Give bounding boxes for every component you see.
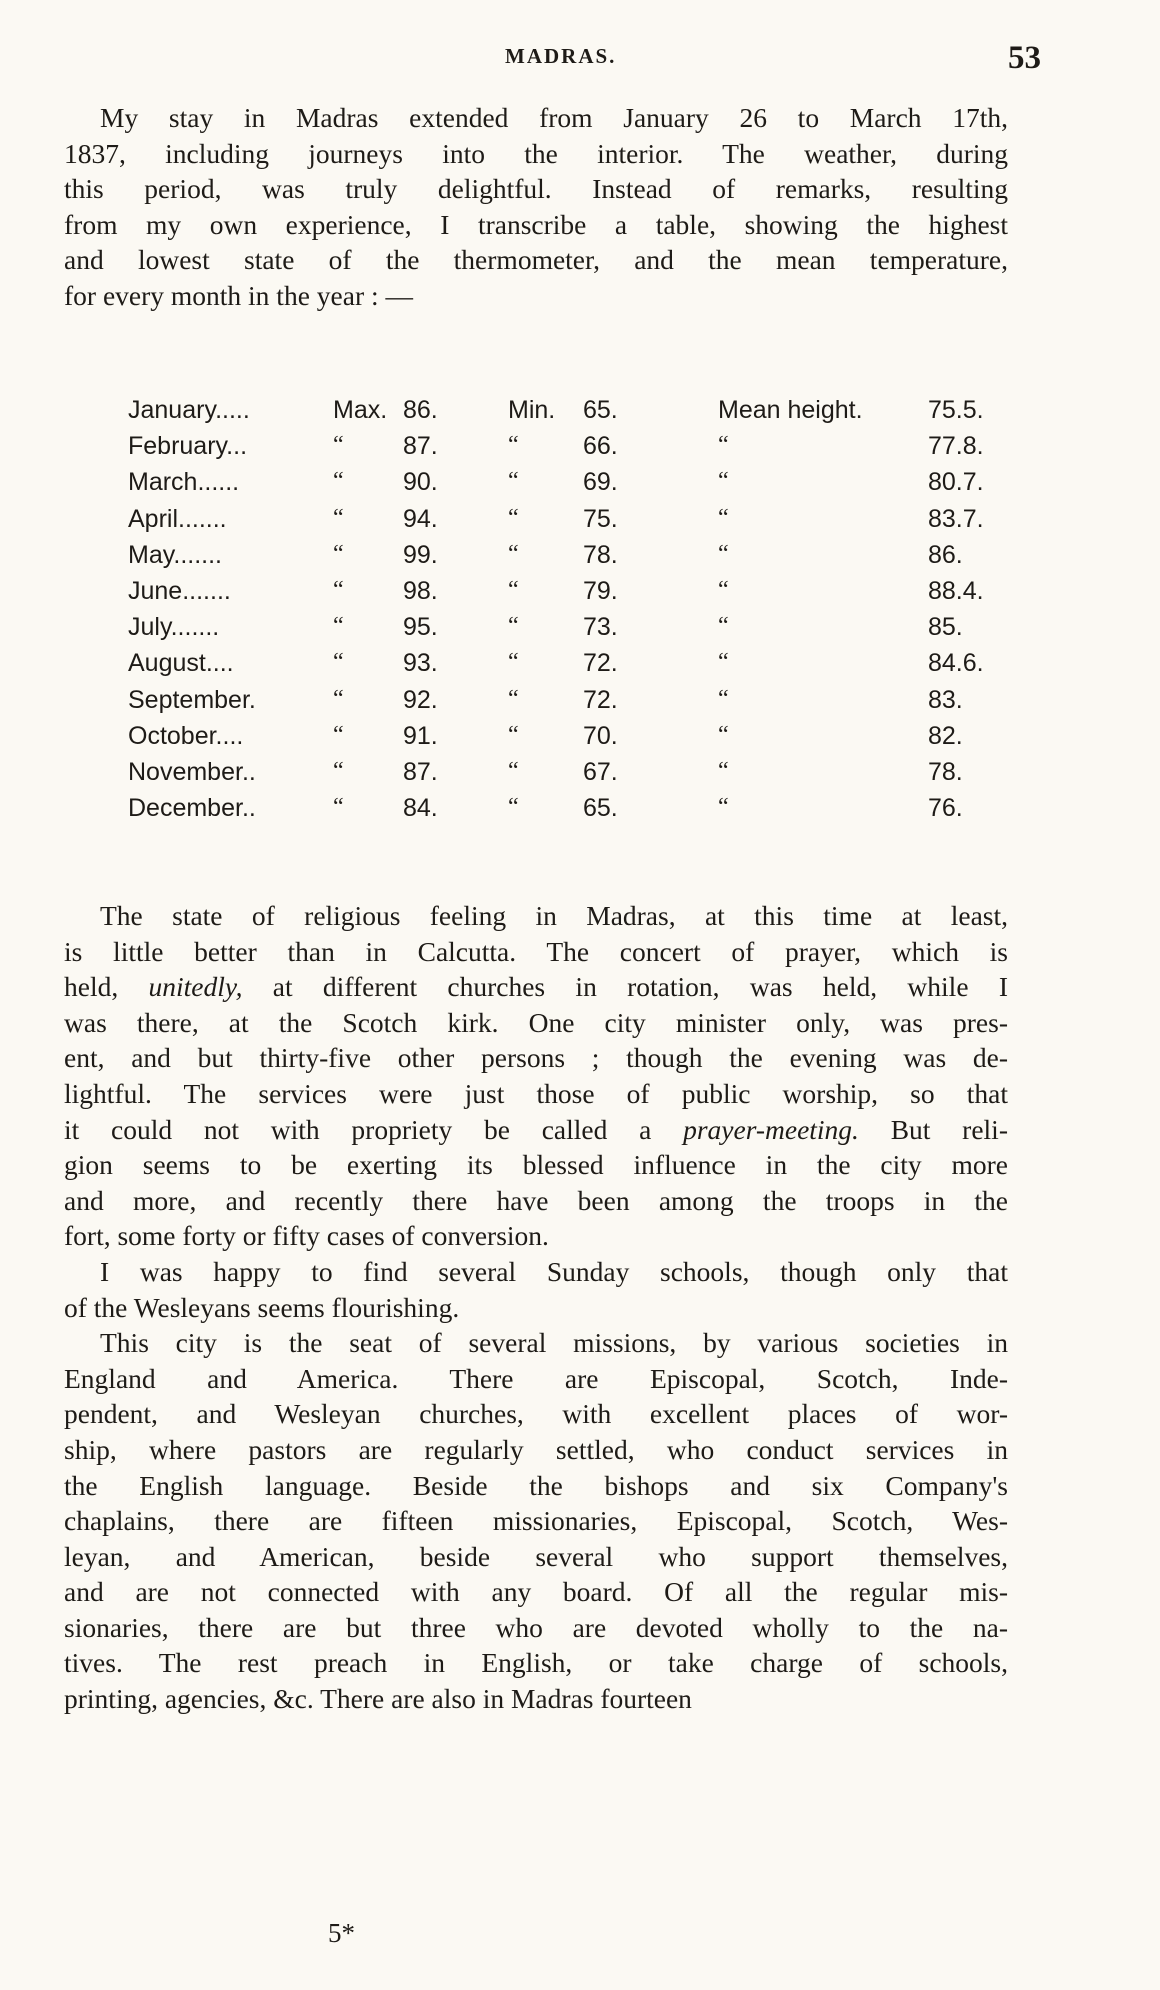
table-cell-max-label: “ [333, 576, 344, 603]
table-cell-max: 84. [403, 794, 438, 823]
text-line [64, 1183, 1008, 1219]
text-line [64, 1218, 1008, 1254]
italic-text: unitedly, [148, 971, 243, 1003]
table-cell-min-label: “ [508, 649, 519, 676]
table-cell-min: 66. [583, 432, 618, 461]
text-span: of the Wesleyans seems flourishing. [64, 1291, 460, 1323]
text-line [64, 1254, 1008, 1290]
table-row [128, 505, 1008, 541]
table-cell-month: July....... [128, 613, 220, 642]
text-span: fort, some forty or fifty cases of conversion. [64, 1220, 549, 1252]
text-line [64, 1325, 1008, 1361]
table-cell-max: 99. [403, 540, 438, 569]
table-cell-min-label: “ [508, 685, 519, 712]
text-line [64, 1290, 1008, 1326]
table-cell-month: April....... [128, 504, 227, 533]
table-cell-mean-label: “ [718, 649, 729, 676]
table-cell-mean: 75.5. [928, 396, 984, 424]
table-cell-min-label: “ [508, 613, 519, 640]
signature-mark: 5* [328, 1918, 355, 1948]
table-cell-mean: 83.7. [928, 504, 984, 533]
table-row [128, 686, 1008, 722]
table-cell-max-label: “ [333, 504, 344, 531]
table-row [128, 468, 1008, 504]
table-row [128, 541, 1008, 577]
table-cell-month: August.... [128, 649, 234, 678]
text-line: from my own experience, I transcribe a table, showing the highest [64, 208, 1008, 240]
text-span: held, [64, 971, 149, 1003]
table-row [128, 432, 1008, 468]
table-cell-mean: 86. [928, 540, 963, 569]
table-row [128, 758, 1008, 794]
table-cell-min: 67. [583, 757, 618, 786]
table-cell-min-label: “ [508, 540, 519, 567]
table-cell-mean-label: “ [718, 794, 729, 821]
text-line: and lowest state of the thermometer, and the mean temperature, [64, 244, 1008, 276]
table-cell-month: October.... [128, 721, 244, 750]
table-cell-min: 75. [583, 504, 618, 533]
text-line [64, 1610, 1008, 1646]
text-line [64, 1147, 1008, 1183]
table-row [128, 396, 1008, 432]
table-cell-min: 69. [583, 468, 618, 497]
text-line: for every month in the year : — [64, 279, 413, 311]
table-cell-mean-label: “ [718, 576, 729, 603]
table-cell-max-label: “ [333, 685, 344, 712]
table-cell-min: 78. [583, 540, 618, 569]
table-cell-min-label: “ [508, 504, 519, 531]
table-cell-month: March...... [128, 468, 240, 497]
table-cell-max: 93. [403, 649, 438, 678]
table-cell-max: 90. [403, 468, 438, 497]
text-line [64, 1361, 1008, 1397]
table-cell-max: 92. [403, 685, 438, 714]
table-cell-min-label: “ [508, 432, 519, 459]
table-cell-min-label: Min. [508, 396, 556, 424]
text-span: The state of religious feeling in Madras, at this time at least, [100, 900, 1008, 931]
table-cell-min-label: “ [508, 468, 519, 495]
text-span: England and America. There are Episcopal, Scotch, Inde- [64, 1362, 1008, 1394]
table-cell-month: May....... [128, 540, 222, 569]
text-line [64, 1468, 1008, 1504]
table-cell-min-label: “ [508, 757, 519, 784]
table-cell-month: November.. [128, 757, 256, 786]
table-cell-max-label: “ [333, 649, 344, 676]
table-cell-mean-label: “ [718, 432, 729, 459]
table-cell-mean-label: “ [718, 468, 729, 495]
table-cell-min: 73. [583, 613, 618, 642]
text-line [64, 1574, 1008, 1610]
table-cell-mean-label: “ [718, 540, 729, 567]
table-cell-min: 65. [583, 794, 618, 823]
table-cell-min-label: “ [508, 794, 519, 821]
table-row [128, 649, 1008, 685]
table-cell-mean: 82. [928, 721, 963, 750]
text-span: ship, where pastors are regularly settled, who conduct services in [64, 1433, 1008, 1465]
table-row [128, 794, 1008, 830]
text-span: was there, at the Scotch kirk. One city minister only, was pres- [64, 1006, 1008, 1038]
text-line [64, 1076, 1008, 1112]
table-cell-month: February... [128, 432, 248, 461]
text-span: and are not connected with any board. Of all the regular mis- [64, 1576, 1008, 1608]
table-cell-mean-label: “ [718, 685, 729, 712]
italic-text: prayer-meeting. [683, 1113, 859, 1145]
page-number: 53 [1008, 40, 1041, 76]
religion-text [64, 898, 1008, 1717]
table-cell-mean-label: Mean height. [718, 396, 863, 424]
table-cell-month: September. [128, 685, 256, 714]
text-line [64, 1005, 1008, 1041]
text-span: and more, and recently there have been among the troops in the [64, 1184, 1008, 1216]
table-cell-mean: 80.7. [928, 468, 984, 497]
text-span: chaplains, there are fifteen missionaries, Episcopal, Scotch, Wes- [64, 1505, 1008, 1537]
table-cell-min: 79. [583, 576, 618, 605]
text-line [64, 934, 1008, 970]
text-span: the English language. Beside the bishops and six Company's [64, 1469, 1008, 1501]
table-cell-min: 70. [583, 721, 618, 750]
text-span: sionaries, there are but three who are devoted wholly to the na- [64, 1611, 1008, 1643]
table-cell-max-label: Max. [333, 396, 388, 424]
text-line [64, 1396, 1008, 1432]
text-line [64, 969, 1008, 1005]
table-cell-mean-label: “ [718, 613, 729, 640]
text-span: tives. The rest preach in English, or take charge of schools, [64, 1647, 1008, 1679]
table-cell-max-label: “ [333, 721, 344, 748]
table-cell-max: 91. [403, 721, 438, 750]
text-span: This city is the seat of several missions, by various societies in [100, 1327, 1008, 1359]
text-line: My stay in Madras extended from January 26 to March 17th, [100, 102, 1008, 133]
table-cell-max-label: “ [333, 794, 344, 821]
table-cell-min-label: “ [508, 721, 519, 748]
text-span: I was happy to find several Sunday schools, though only that [100, 1255, 1008, 1287]
table-cell-max: 98. [403, 576, 438, 605]
table-cell-mean: 84.6. [928, 649, 984, 678]
table-cell-month: June....... [128, 576, 231, 605]
table-cell-max: 94. [403, 504, 438, 533]
table-cell-min: 65. [583, 396, 618, 424]
table-cell-min: 72. [583, 685, 618, 714]
table-cell-mean: 78. [928, 757, 963, 786]
table-row [128, 577, 1008, 613]
text-span: ent, and but thirty-five other persons ; though the evening was de- [64, 1042, 1008, 1074]
table-cell-month: January..... [128, 396, 250, 424]
text-line [64, 1040, 1008, 1076]
table-cell-mean: 85. [928, 613, 963, 642]
table-cell-max: 86. [403, 396, 438, 424]
text-span: is little better than in Calcutta. The concert of prayer, which is [64, 935, 1008, 967]
text-span: gion seems to be exerting its blessed influence in the city more [64, 1149, 1008, 1181]
text-line [64, 1112, 1008, 1148]
table-cell-max-label: “ [333, 540, 344, 567]
table-cell-max-label: “ [333, 613, 344, 640]
table-cell-min: 72. [583, 649, 618, 678]
table-cell-month: December.. [128, 794, 256, 823]
table-row [128, 613, 1008, 649]
text-line: 1837, including journeys into the interior. The weather, during [64, 137, 1008, 169]
table-cell-max: 87. [403, 757, 438, 786]
table-cell-mean: 83. [928, 685, 963, 714]
table-cell-max-label: “ [333, 757, 344, 784]
table-cell-mean: 76. [928, 794, 963, 823]
text-line [64, 1432, 1008, 1468]
text-line [64, 1645, 1008, 1681]
temperature-table [128, 396, 1008, 830]
text-span: leyan, and American, beside several who support themselves, [64, 1540, 1008, 1572]
text-span: at different churches in rotation, was held, while I [242, 971, 1008, 1003]
table-row [128, 722, 1008, 758]
table-cell-max-label: “ [333, 468, 344, 495]
table-cell-min-label: “ [508, 576, 519, 603]
text-line [64, 898, 1008, 934]
text-line [64, 1539, 1008, 1575]
running-head: MADRAS. [505, 44, 617, 68]
table-cell-mean-label: “ [718, 504, 729, 531]
text-line [64, 1503, 1008, 1539]
table-cell-mean-label: “ [718, 757, 729, 784]
table-cell-mean-label: “ [718, 721, 729, 748]
text-span: it could not with propriety be called a [64, 1113, 684, 1145]
text-span: But reli- [858, 1113, 1008, 1145]
text-span: lightful. The services were just those of public worship, so that [64, 1077, 1008, 1109]
table-cell-max-label: “ [333, 432, 344, 459]
intro-paragraph [64, 100, 1008, 314]
text-line [64, 1681, 1008, 1717]
table-cell-mean: 77.8. [928, 432, 984, 461]
text-span: printing, agencies, &c. There are also in Madras fourteen [64, 1683, 692, 1715]
table-cell-max: 87. [403, 432, 438, 461]
table-cell-max: 95. [403, 613, 438, 642]
text-line: this period, was truly delightful. Instead of remarks, resulting [64, 173, 1008, 205]
text-span: pendent, and Wesleyan churches, with excellent places of wor- [64, 1398, 1008, 1430]
table-cell-mean: 88.4. [928, 576, 984, 605]
